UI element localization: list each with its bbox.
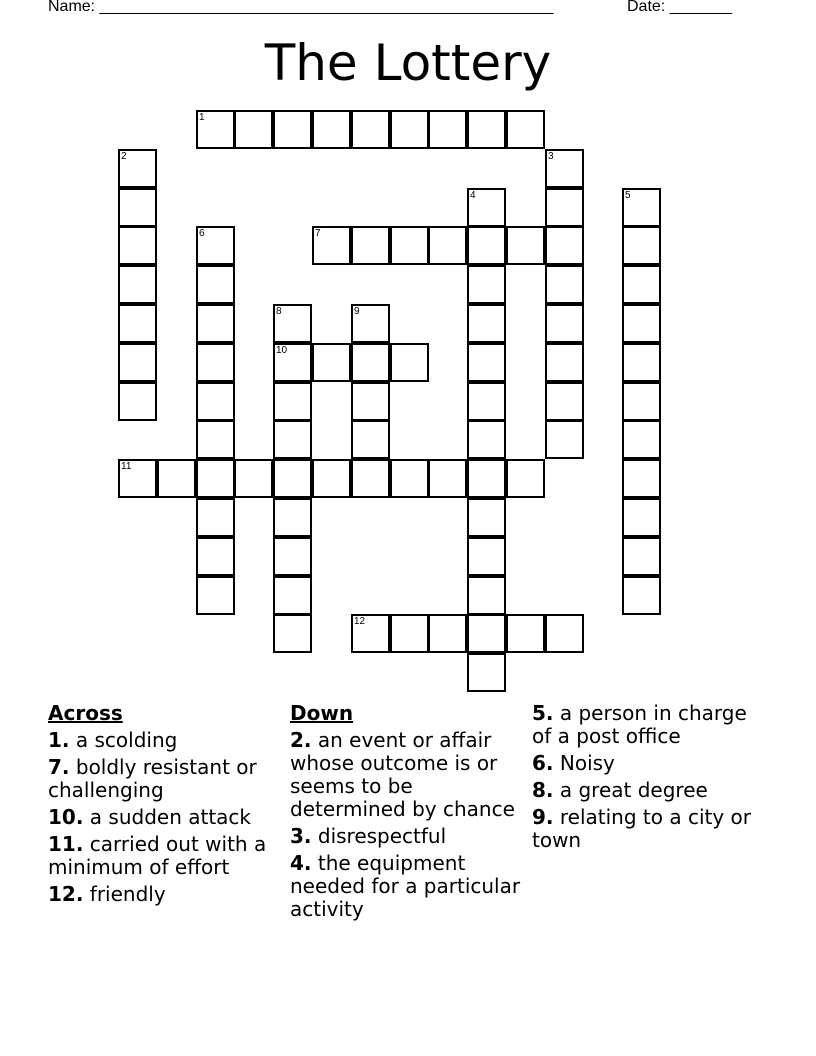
clue-number: 1 <box>199 112 205 123</box>
clue-across-1: 1. a scolding <box>48 728 178 752</box>
grid-cell-8 <box>273 304 312 343</box>
puzzle-title: The Lottery <box>264 34 552 92</box>
clue-across-11: 11. carried out with a minimum of effort <box>48 832 267 879</box>
grid-cell <box>467 653 506 692</box>
grid-cell <box>622 343 661 382</box>
grid-cell <box>390 614 429 653</box>
down-clues <box>290 702 525 925</box>
grid-cell <box>467 576 506 615</box>
clue-number: 2 <box>121 151 127 162</box>
date-field-label: Date: _______ <box>627 0 732 15</box>
across-heading: Across <box>48 701 123 725</box>
grid-cell <box>118 343 157 382</box>
grid-cell <box>622 537 661 576</box>
grid-cell <box>428 110 467 149</box>
clue-across-10: 10. a sudden attack <box>48 805 252 829</box>
grid-cell <box>506 226 545 265</box>
grid-cell <box>622 265 661 304</box>
grid-cell-2 <box>118 149 157 188</box>
clue-down-5: 5. a person in charge of a post office <box>532 701 747 748</box>
clue-number: 5 <box>625 190 631 201</box>
clue-number: 7 <box>315 228 321 239</box>
grid-cell <box>273 498 312 537</box>
grid-cell <box>467 382 506 421</box>
grid-cell <box>312 110 351 149</box>
grid-cell <box>467 420 506 459</box>
grid-cell <box>545 420 584 459</box>
grid-cell <box>545 188 584 227</box>
grid-cell-5 <box>622 188 661 227</box>
grid-cell <box>273 382 312 421</box>
clue-number: 4 <box>470 190 476 201</box>
grid-cell <box>390 226 429 265</box>
clue-number: 8 <box>276 306 282 317</box>
grid-cell <box>118 188 157 227</box>
grid-cell <box>273 459 312 498</box>
grid-cell <box>545 382 584 421</box>
grid-cell <box>234 459 273 498</box>
grid-cell <box>390 459 429 498</box>
grid-cell-1 <box>196 110 235 149</box>
grid-cell <box>467 498 506 537</box>
grid-cell <box>196 576 235 615</box>
grid-cell <box>351 382 390 421</box>
grid-cell <box>273 576 312 615</box>
grid-cell <box>196 459 235 498</box>
name-field-label: Name: ___________________________________________________ <box>48 0 554 15</box>
clue-across-7: 7. boldly resistant or challenging <box>48 755 257 802</box>
grid-cell <box>506 110 545 149</box>
clue-down-9: 9. relating to a city or town <box>532 805 751 852</box>
grid-cell <box>467 614 506 653</box>
grid-cell <box>196 498 235 537</box>
grid-cell <box>118 265 157 304</box>
grid-cell-7 <box>312 226 351 265</box>
grid-cell <box>545 343 584 382</box>
grid-cell <box>622 459 661 498</box>
grid-cell <box>196 420 235 459</box>
grid-cell <box>312 459 351 498</box>
grid-cell <box>545 226 584 265</box>
grid-cell <box>467 537 506 576</box>
grid-cell <box>622 498 661 537</box>
grid-cell <box>545 614 584 653</box>
down-clues-continued <box>532 702 767 856</box>
grid-cell <box>622 576 661 615</box>
grid-cell <box>467 343 506 382</box>
grid-cell-12 <box>351 614 390 653</box>
grid-cell-3 <box>545 149 584 188</box>
grid-cell <box>196 304 235 343</box>
clue-down-4: 4. the equipment needed for a particular activity <box>290 851 521 921</box>
grid-cell <box>545 265 584 304</box>
grid-cell <box>118 226 157 265</box>
grid-cell <box>351 459 390 498</box>
grid-cell <box>545 304 584 343</box>
grid-cell <box>351 110 390 149</box>
clue-down-3: 3. disrespectful <box>290 824 447 848</box>
grid-cell <box>467 226 506 265</box>
clue-down-6: 6. Noisy <box>532 751 615 775</box>
grid-cell <box>428 614 467 653</box>
grid-cell <box>428 459 467 498</box>
grid-cell <box>196 265 235 304</box>
grid-cell <box>428 226 467 265</box>
grid-cell <box>273 110 312 149</box>
grid-cell <box>118 382 157 421</box>
clue-across-12: 12. friendly <box>48 882 166 906</box>
grid-cell <box>467 459 506 498</box>
grid-cell-6 <box>196 226 235 265</box>
grid-cell-4 <box>467 188 506 227</box>
grid-cell <box>273 614 312 653</box>
grid-cell <box>622 420 661 459</box>
grid-cell <box>351 343 390 382</box>
grid-cell <box>506 459 545 498</box>
clue-number: 10 <box>276 345 288 356</box>
clue-number: 3 <box>548 151 554 162</box>
grid-cell <box>273 420 312 459</box>
clue-number: 9 <box>354 306 360 317</box>
grid-cell <box>157 459 196 498</box>
grid-cell <box>196 343 235 382</box>
grid-cell <box>467 304 506 343</box>
grid-cell <box>196 537 235 576</box>
down-heading: Down <box>290 701 354 725</box>
grid-cell-10 <box>273 343 312 382</box>
clue-number: 11 <box>121 461 132 472</box>
grid-cell <box>506 614 545 653</box>
grid-cell <box>196 382 235 421</box>
clue-number: 6 <box>199 228 205 239</box>
across-clues <box>48 702 283 910</box>
grid-cell <box>351 420 390 459</box>
grid-cell <box>622 382 661 421</box>
grid-cell <box>312 343 351 382</box>
grid-cell <box>118 304 157 343</box>
clue-down-2: 2. an event or affair whose outcome is or seems to be determined by chance <box>290 728 515 821</box>
grid-cell <box>390 343 429 382</box>
grid-cell-11 <box>118 459 157 498</box>
clue-down-8: 8. a great degree <box>532 778 708 802</box>
grid-cell <box>467 265 506 304</box>
grid-cell <box>390 110 429 149</box>
grid-cell <box>234 110 273 149</box>
grid-cell <box>273 537 312 576</box>
grid-cell <box>622 304 661 343</box>
grid-cell <box>467 110 506 149</box>
clue-number: 12 <box>354 616 366 627</box>
grid-cell <box>351 226 390 265</box>
grid-cell-9 <box>351 304 390 343</box>
grid-cell <box>622 226 661 265</box>
